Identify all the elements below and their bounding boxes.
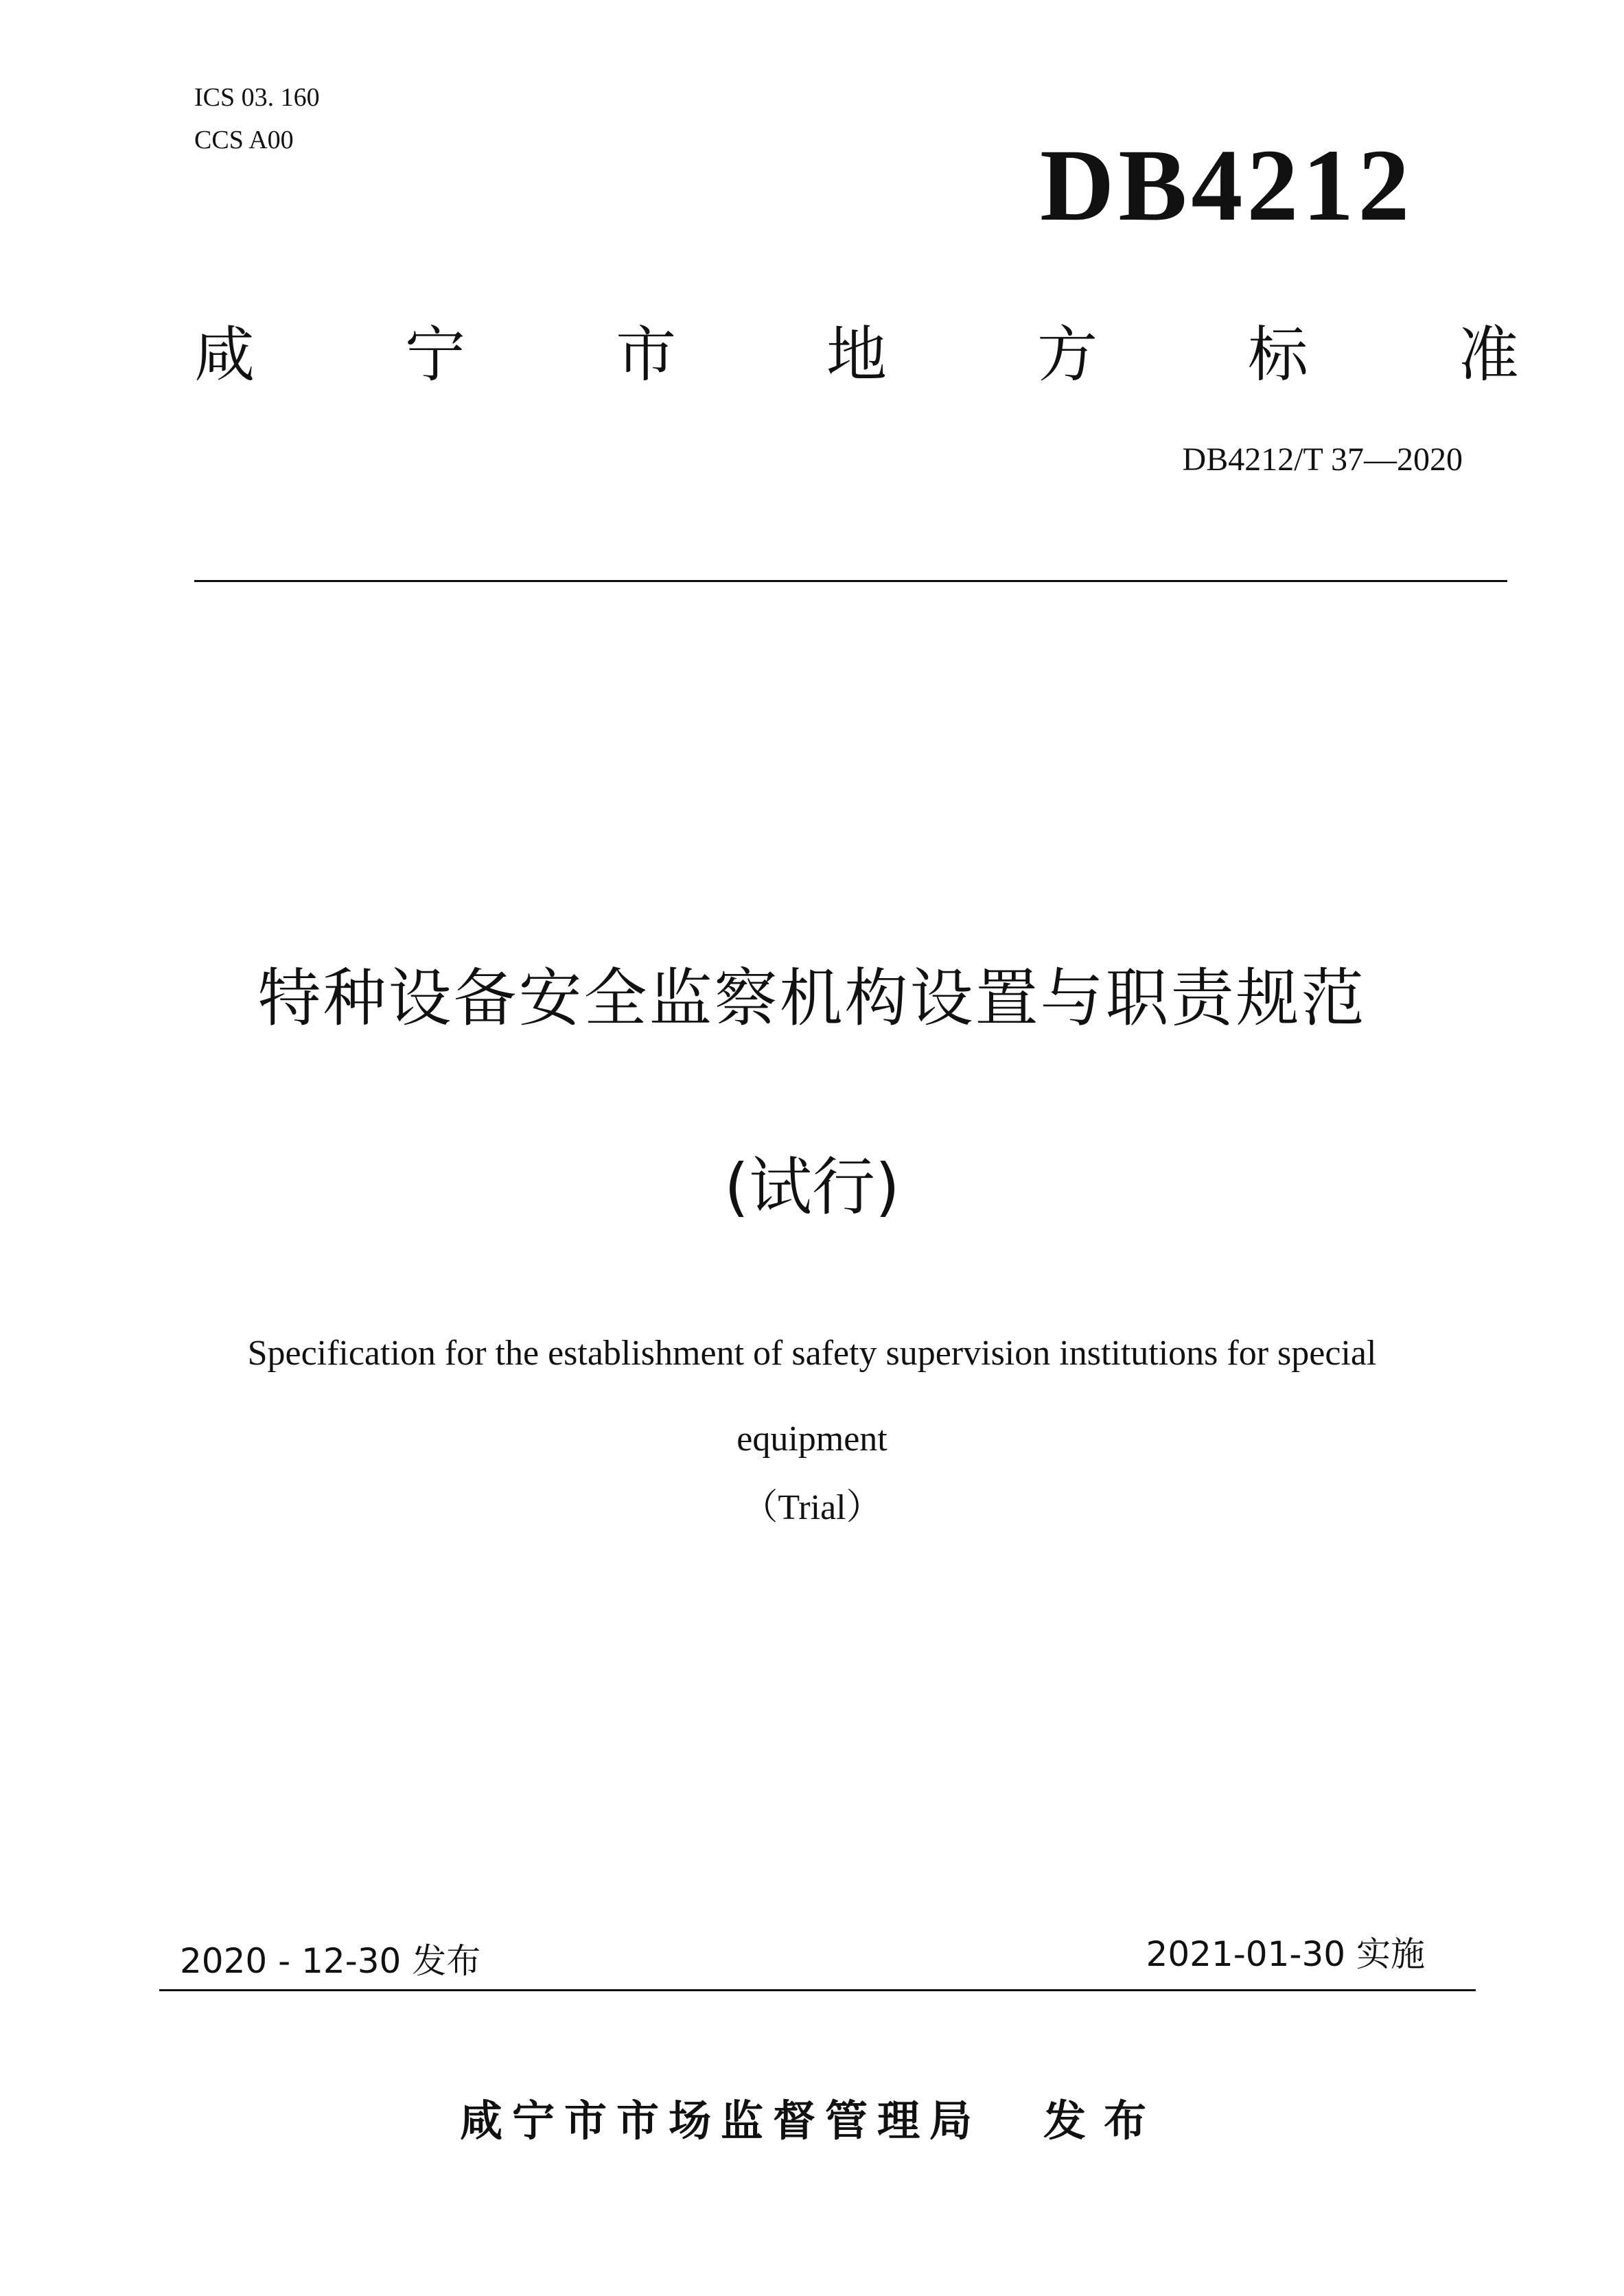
title-char: 咸 (194, 319, 255, 390)
bottom-divider (159, 1989, 1476, 1991)
ccs-code: CCS A00 (194, 126, 294, 154)
document-title-en-trial: （Trial） (742, 1488, 882, 1527)
title-char: 标 (1247, 319, 1308, 390)
issuer-organization: 咸宁市市场监督管理局 (459, 2096, 982, 2146)
title-char: 市 (615, 319, 676, 390)
title-char: 方 (1036, 319, 1098, 390)
title-char: 地 (826, 319, 887, 390)
issue-date: 2020 - 12-30 发布 (180, 1941, 481, 1981)
document-title-cn: 特种设备安全监察机构设置与职责规范 (257, 962, 1367, 1035)
title-char: 准 (1458, 319, 1519, 390)
standard-number: DB4212/T 37—2020 (1182, 441, 1463, 478)
local-standard-title (194, 317, 1519, 393)
document-title-cn-trial: (试行) (724, 1150, 900, 1224)
document-title-en-line2: equipment (736, 1419, 888, 1459)
document-title-en-line1: Specification for the establishment of safety supervision institutions for special (247, 1334, 1377, 1373)
top-divider (194, 580, 1507, 582)
standard-code-logo: DB4212 (1040, 128, 1414, 242)
ics-code: ICS 03. 160 (194, 83, 320, 112)
issuer-publish: 发布 (1043, 2096, 1165, 2146)
issuer-line (0, 2094, 1624, 2148)
title-char: 宁 (404, 319, 465, 390)
implementation-date: 2021-01-30 实施 (1146, 1934, 1425, 1974)
